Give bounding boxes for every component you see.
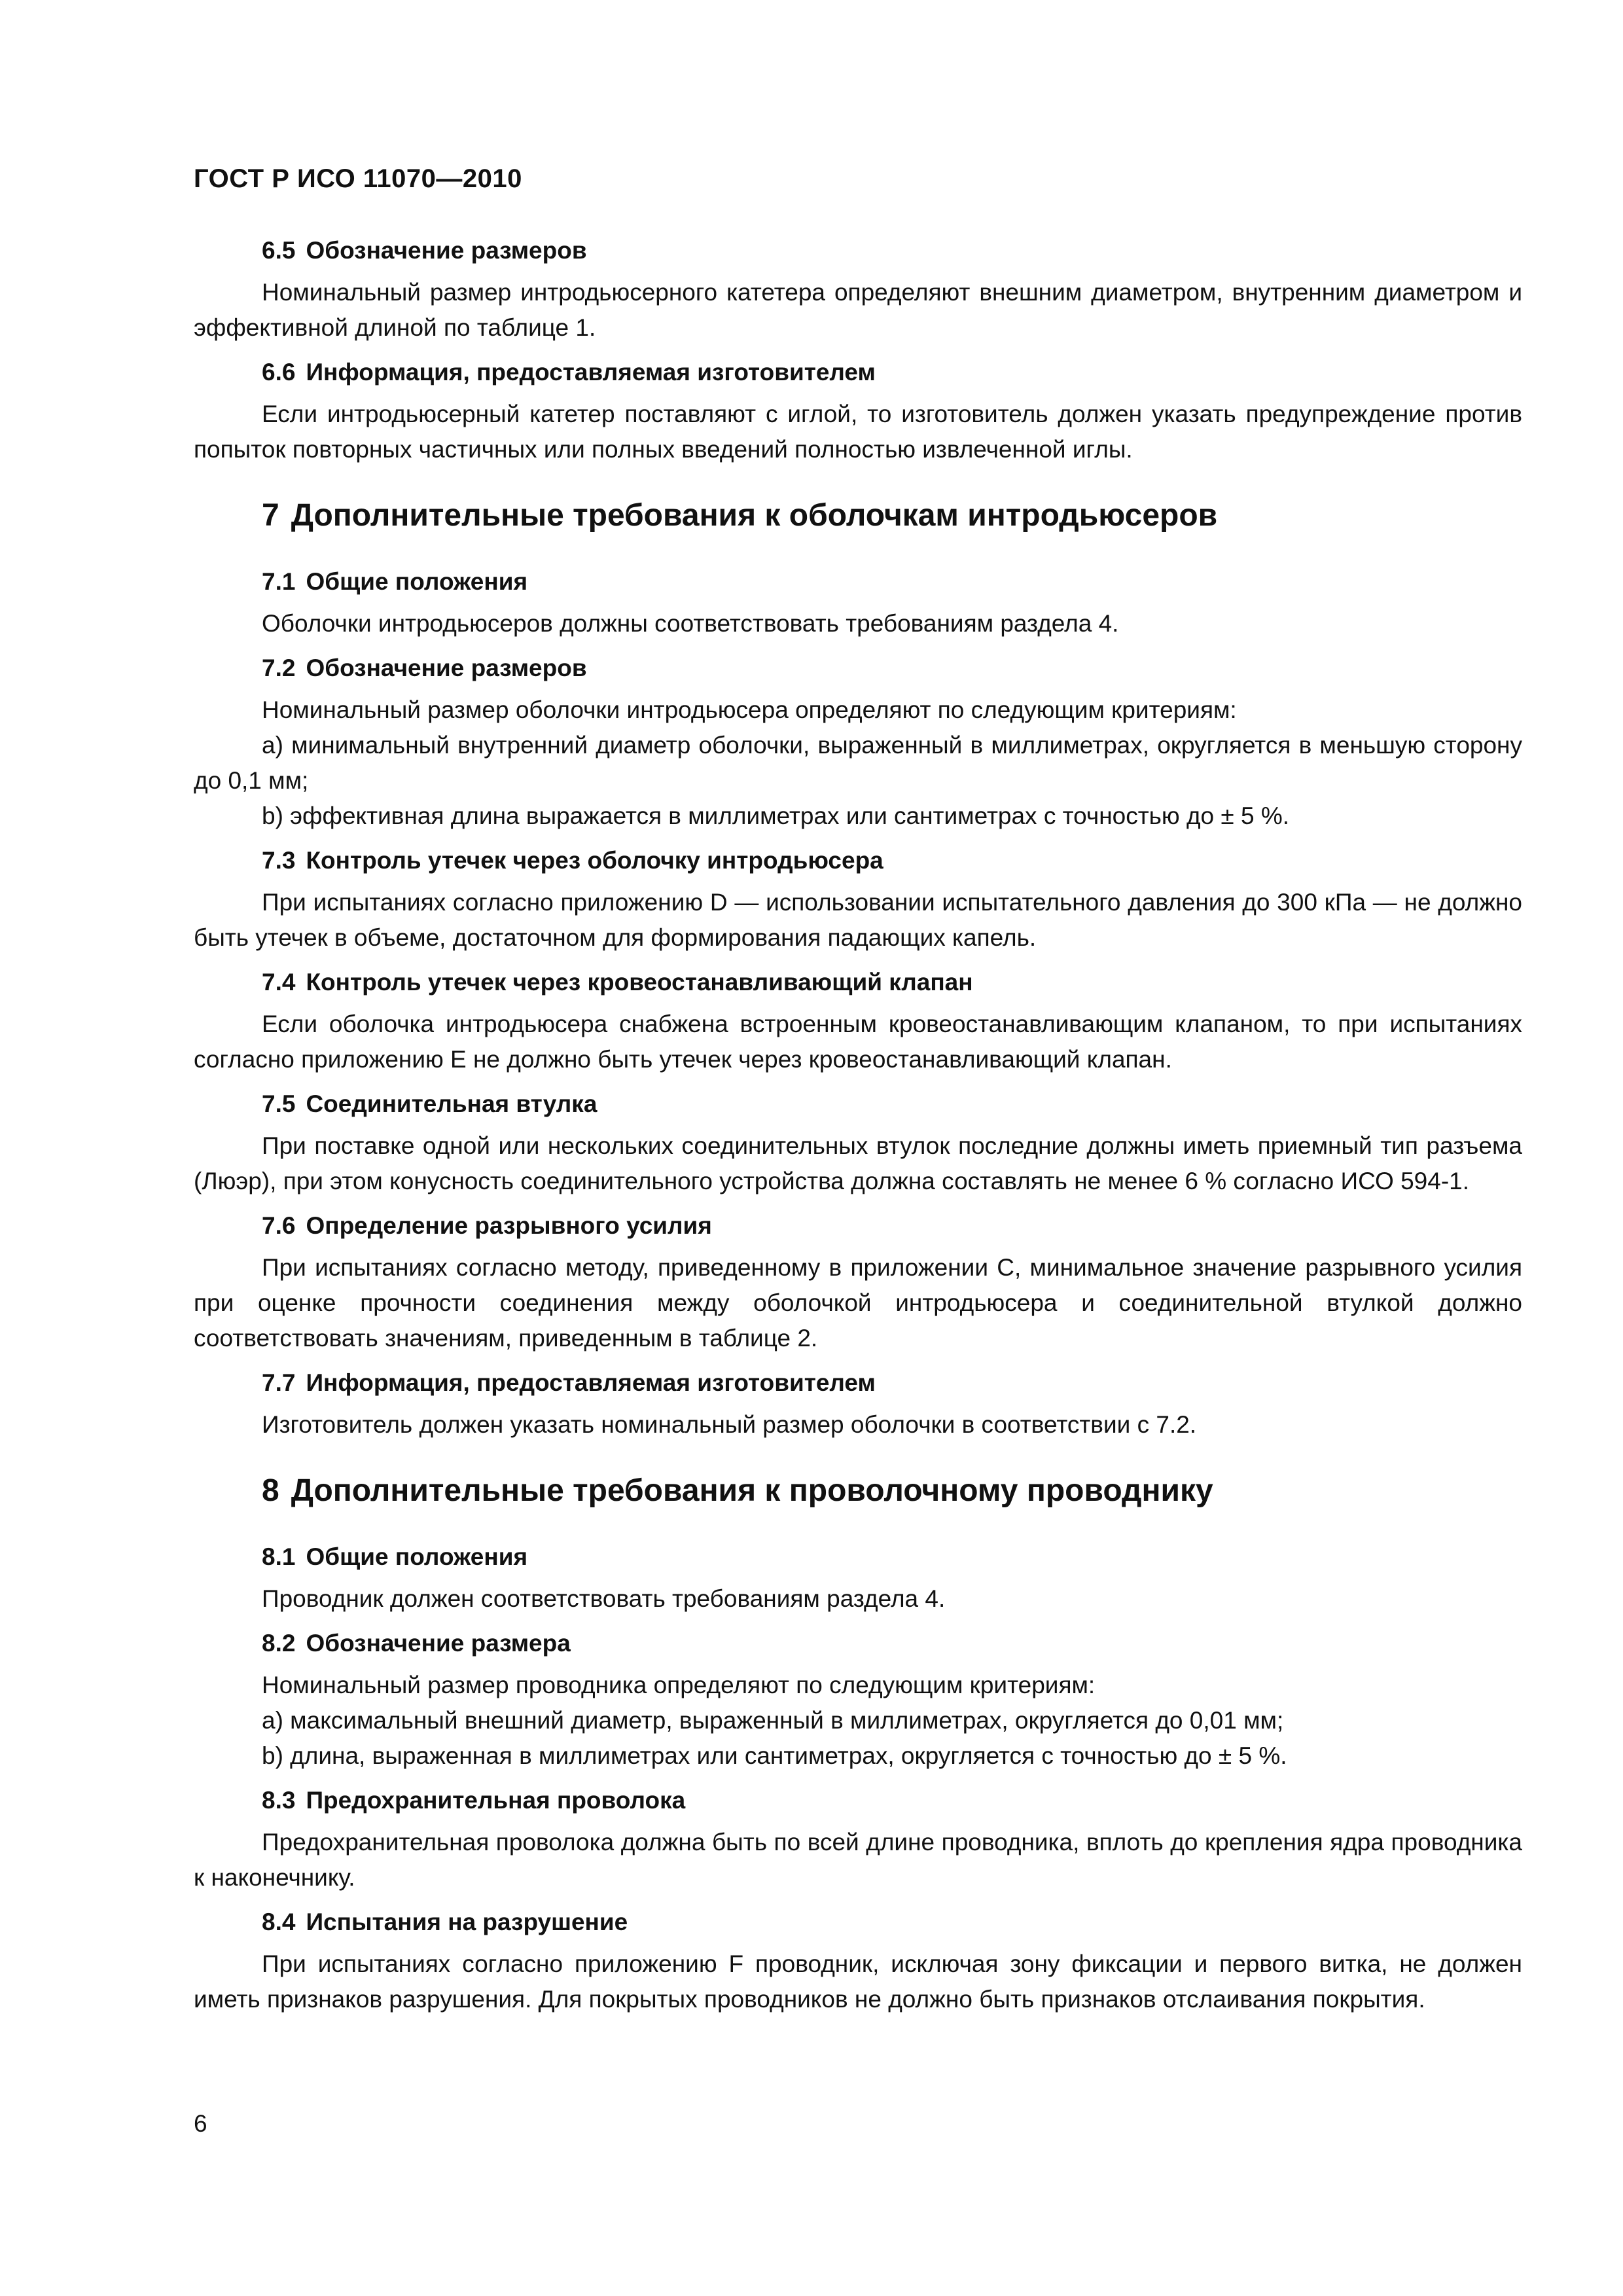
subsection-7-7-text: Изготовитель должен указать номинальный размер оболочки в соответствии с 7.2. [262, 1411, 1197, 1438]
subsection-7-5-text: При поставке одной или нескольких соединительных втулок последние должны иметь приемный тип разъема (Люэр), при этом конусность соединительного устройства должна составлять не менее 6 % согласно ИСО 594-1. [194, 1132, 1522, 1194]
subsection-6-5-text: Номинальный размер интродьюсерного катетера определяют внешним диаметром, внутренним диаметром и эффективной длиной по таблице 1. [194, 279, 1522, 341]
subsection-7-7-heading [194, 1368, 1522, 1398]
subsection-7-4-text: Если оболочка интродьюсера снабжена встроенным кровеостанавливающим клапаном, то при испытаниях согласно приложению Е не должно быть утечек через кровеостанавливающий клапан. [194, 1011, 1522, 1073]
subsection-title: Испытания на разрушение [306, 1909, 628, 1935]
subsection-number: 7.1 [262, 568, 296, 595]
subsection-title: Общие положения [306, 1543, 528, 1570]
subsection-title: Контроль утечек через кровеостанавливающий клапан [306, 969, 973, 996]
subsection-title: Информация, предоставляемая изготовителем [306, 1369, 876, 1396]
document-code-header: ГОСТ Р ИСО 11070—2010 [194, 164, 522, 193]
subsection-number: 8.1 [262, 1543, 296, 1570]
subsection-7-6-heading [194, 1211, 1522, 1241]
subsection-number: 8.4 [262, 1909, 296, 1935]
subsection-8-4-text: При испытаниях согласно приложению F проводник, исключая зону фиксации и первого витка, не должен иметь признаков разрушения. Для покрытых проводников не должно быть признаков отслаивания покрытия. [194, 1950, 1522, 2013]
subsection-number: 8.2 [262, 1630, 296, 1657]
subsection-number: 7.5 [262, 1090, 296, 1117]
subsection-7-5-heading [194, 1089, 1522, 1119]
subsection-6-5-heading [194, 236, 1522, 266]
subsection-number: 7.4 [262, 969, 296, 996]
subsection-7-3-heading [194, 846, 1522, 876]
subsection-7-2-heading [194, 653, 1522, 683]
subsection-6-6-heading [194, 357, 1522, 387]
subsection-title: Соединительная втулка [306, 1090, 597, 1117]
section-number: 7 [262, 498, 279, 533]
section-title: Дополнительные требования к оболочкам интродьюсеров [291, 498, 1218, 533]
subsection-title: Контроль утечек через оболочку интродьюсера [306, 847, 883, 874]
subsection-number: 6.5 [262, 237, 296, 264]
list-item-a: a) максимальный внешний диаметр, выраженный в миллиметрах, округляется до 0,01 мм; [262, 1707, 1284, 1734]
subsection-7-1-text: Оболочки интродьюсеров должны соответствовать требованиям раздела 4. [262, 610, 1119, 637]
subsection-title: Информация, предоставляемая изготовителем [306, 359, 876, 386]
subsection-title: Предохранительная проволока [306, 1787, 686, 1814]
subsection-8-2-text: Номинальный размер проводника определяют по следующим критериям: [262, 1672, 1096, 1698]
subsection-8-1-heading [194, 1542, 1522, 1572]
subsection-8-3-heading [194, 1785, 1522, 1816]
subsection-7-6-text: При испытаниях согласно методу, приведенному в приложении С, минимальное значение разрывного усилия при оценке прочности соединения между оболочкой интродьюсера и соединительной втулкой должно соответствовать значениям, приведенным в таблице 2. [194, 1254, 1522, 1352]
subsection-title: Обозначение размеров [306, 237, 587, 264]
subsection-7-3-text: При испытаниях согласно приложению D — использовании испытательного давления до 300 кПа — не должно быть утечек в объеме, достаточном для формирования падающих капель. [194, 889, 1522, 951]
section-8-heading [194, 1471, 1522, 1511]
subsection-number: 7.3 [262, 847, 296, 874]
subsection-number: 7.6 [262, 1212, 296, 1239]
section-number: 8 [262, 1473, 279, 1508]
subsection-title: Общие положения [306, 568, 528, 595]
document-page [194, 0, 1522, 2296]
subsection-7-1-heading [194, 567, 1522, 597]
subsection-title: Обозначение размера [306, 1630, 571, 1657]
subsection-6-6-text: Если интродьюсерный катетер поставляют с иглой, то изготовитель должен указать предупреждение против попыток повторных частичных или полных введений полностью извлеченной иглы. [194, 401, 1522, 463]
document-body [194, 236, 1522, 2029]
list-item-b: b) эффективная длина выражается в миллиметрах или сантиметрах с точностью до ± 5 %. [262, 802, 1290, 829]
subsection-number: 7.2 [262, 655, 296, 681]
subsection-8-4-heading [194, 1907, 1522, 1937]
subsection-8-3-text: Предохранительная проволока должна быть по всей длине проводника, вплоть до крепления ядра проводника к наконечнику. [194, 1829, 1522, 1891]
list-item-a: a) минимальный внутренний диаметр оболочки, выраженный в миллиметрах, округляется в меньшую сторону до 0,1 мм; [194, 732, 1522, 794]
subsection-number: 7.7 [262, 1369, 296, 1396]
subsection-7-2-text: Номинальный размер оболочки интродьюсера определяют по следующим критериям: [262, 696, 1237, 723]
subsection-title: Определение разрывного усилия [306, 1212, 712, 1239]
section-title: Дополнительные требования к проволочному проводнику [291, 1473, 1213, 1508]
subsection-title: Обозначение размеров [306, 655, 587, 681]
subsection-number: 8.3 [262, 1787, 296, 1814]
section-7-heading [194, 496, 1522, 535]
subsection-8-1-text: Проводник должен соответствовать требованиям раздела 4. [262, 1585, 946, 1612]
list-item-b: b) длина, выраженная в миллиметрах или сантиметрах, округляется с точностью до ± 5 %. [262, 1742, 1287, 1769]
subsection-8-2-heading [194, 1628, 1522, 1659]
subsection-7-4-heading [194, 967, 1522, 997]
page-number: 6 [194, 2110, 207, 2137]
subsection-number: 6.6 [262, 359, 296, 386]
